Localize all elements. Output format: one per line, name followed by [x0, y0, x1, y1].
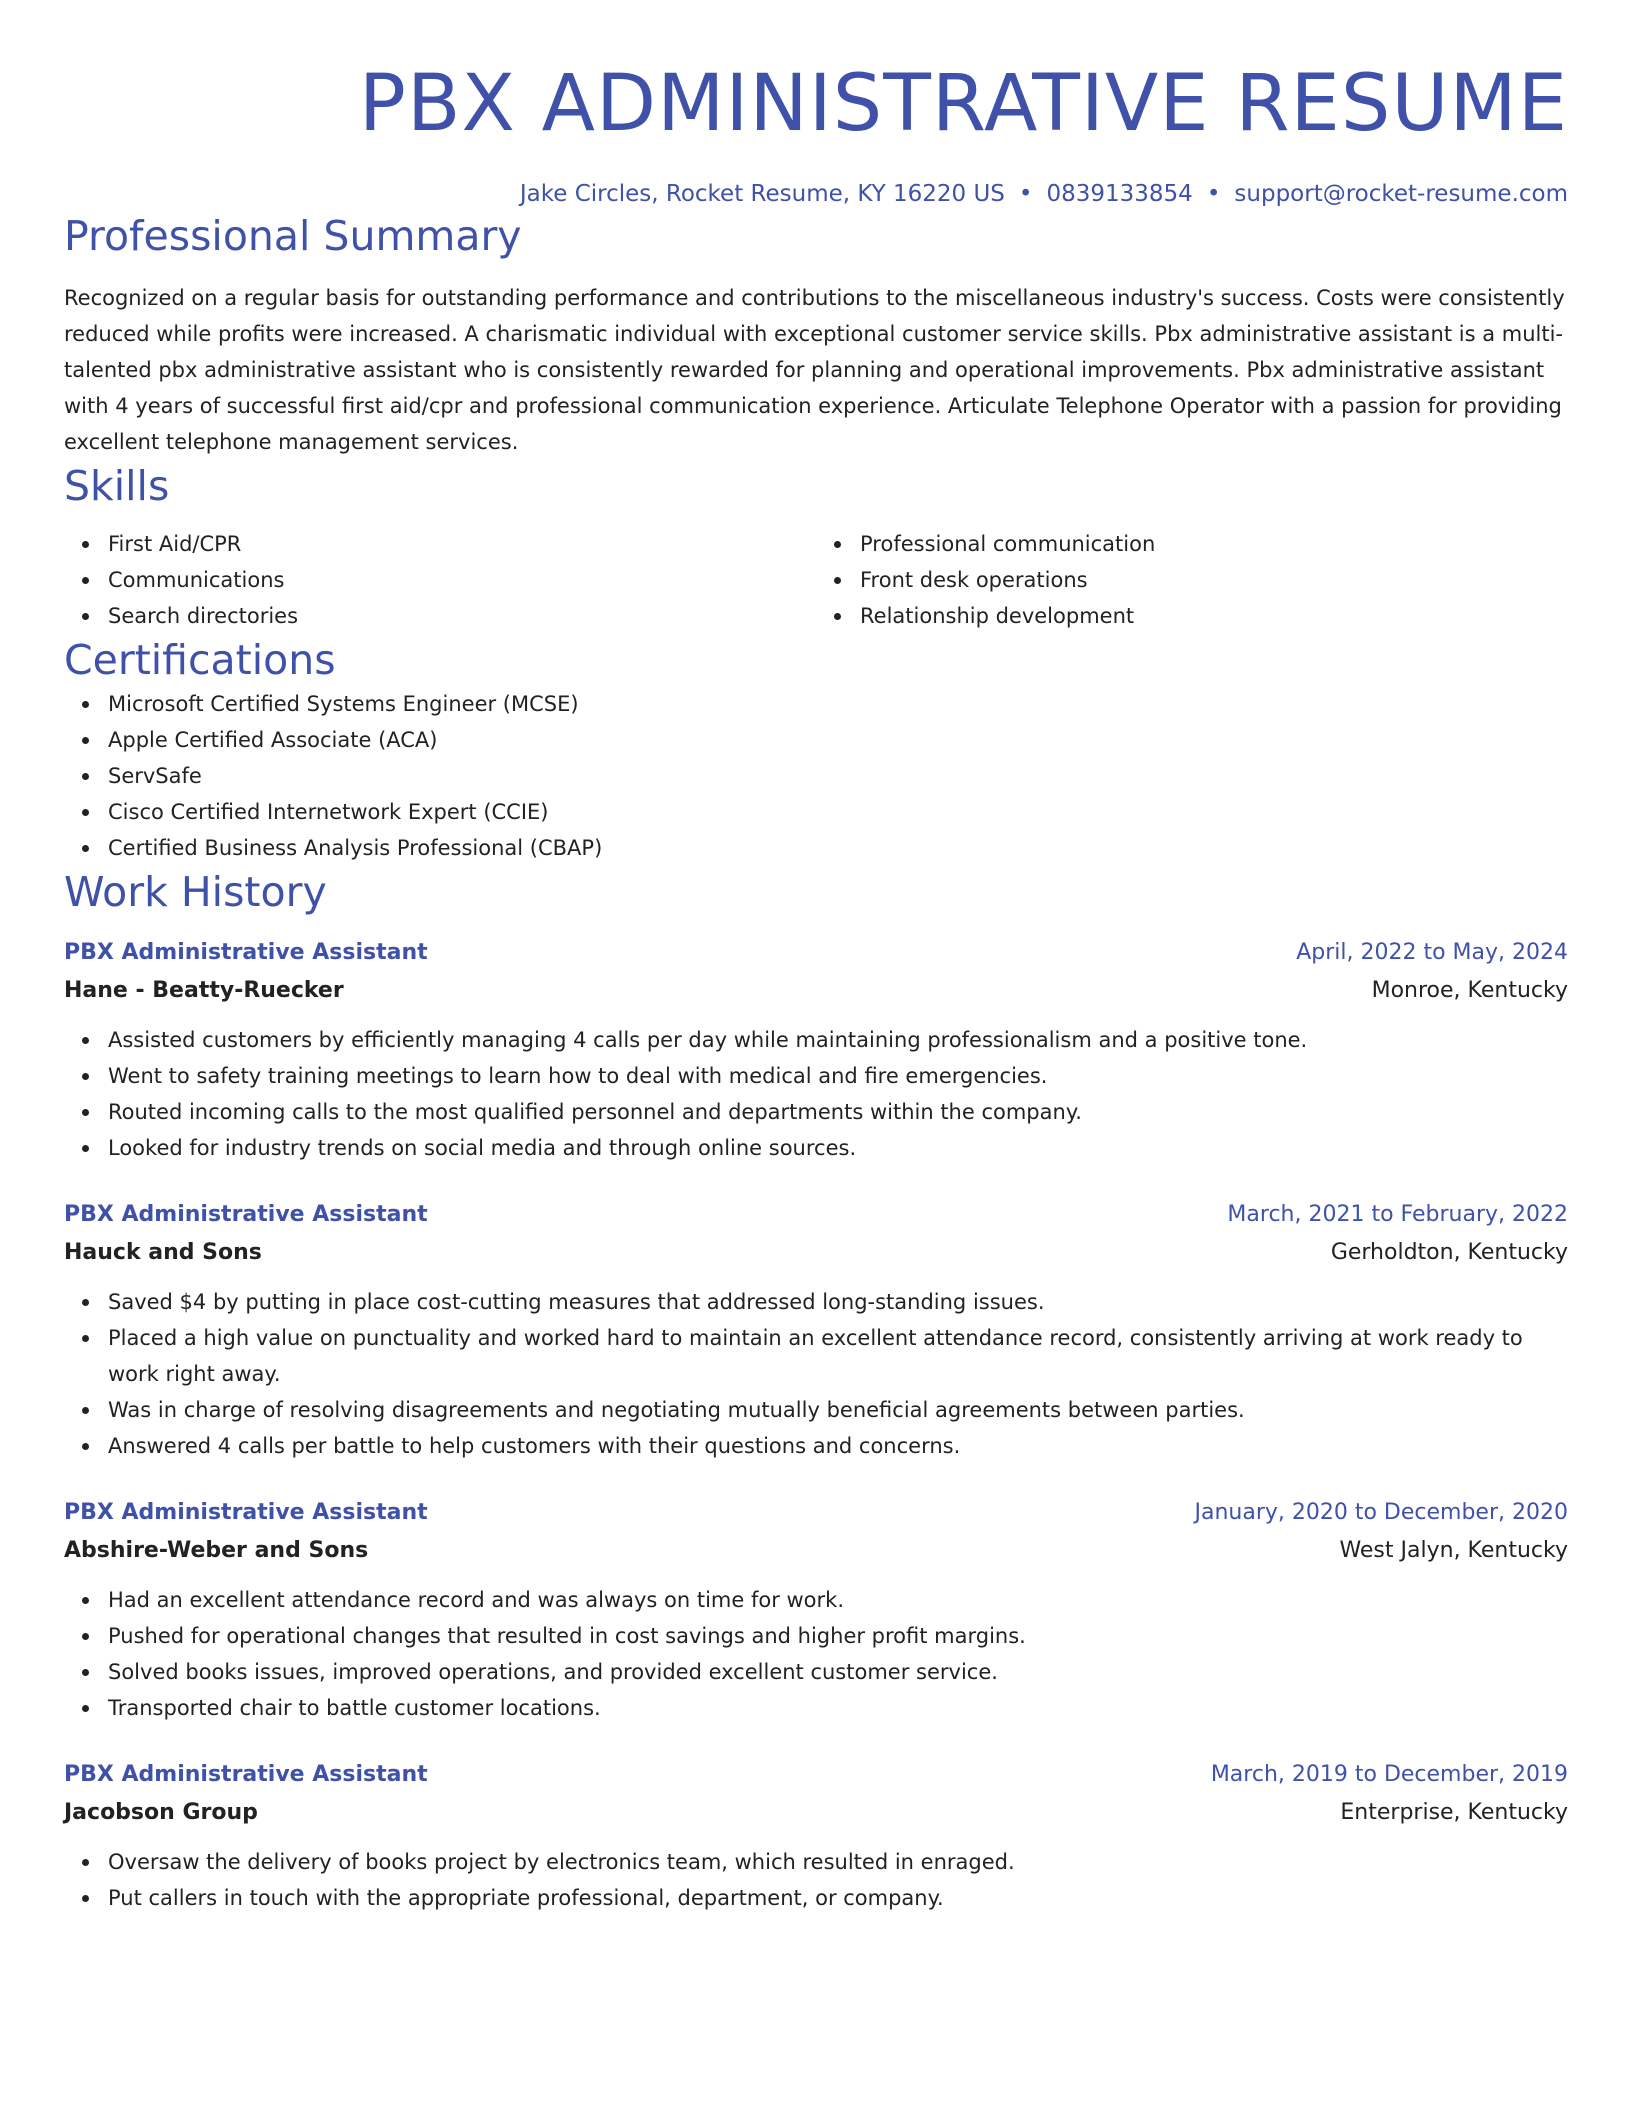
job-dates: January, 2020 to December, 2020: [1194, 1500, 1568, 1525]
job-bullet: Placed a high value on punctuality and worked hard to maintain an excellent attendance record, consistently arriving at work ready to work right away.: [108, 1320, 1568, 1392]
job-title: PBX Administrative Assistant: [64, 1202, 428, 1227]
skill-item: First Aid/CPR: [108, 526, 816, 562]
section-heading-work-history: Work History: [64, 868, 327, 916]
job-entry: [64, 934, 1568, 1166]
job-bullets: [64, 1284, 1568, 1464]
certification-item: Microsoft Certified Systems Engineer (MCSE): [108, 686, 1568, 722]
job-dates: March, 2021 to February, 2022: [1227, 1202, 1568, 1227]
section-heading-skills: Skills: [64, 462, 170, 510]
job-location: Gerholdton, Kentucky: [1330, 1240, 1568, 1265]
job-entry: [64, 1756, 1568, 1916]
job-entry: [64, 1494, 1568, 1726]
summary-text: Recognized on a regular basis for outstanding performance and contributions to the miscellaneous industry's success. Costs were consistently reduced while profits were increased. A charismatic individual with exceptional customer service skills. Pbx administrative assistant is a multi-talented pbx administrative assistant who is consistently rewarded for planning and operational improvements. Pbx administrative assistant with 4 years of successful first aid/cpr and professional communication experience. Articulate Telephone Operator with a passion for providing excellent telephone management services.: [64, 286, 1565, 454]
job-bullet: Assisted customers by efficiently managing 4 calls per day while maintaining professionalism and a positive tone.: [108, 1022, 1568, 1058]
certification-item: Cisco Certified Internetwork Expert (CCIE): [108, 794, 1568, 830]
certification-item: ServSafe: [108, 758, 1568, 794]
job-bullet: Solved books issues, improved operations, and provided excellent customer service.: [108, 1654, 1568, 1690]
certification-item: Apple Certified Associate (ACA): [108, 722, 1568, 758]
skill-item: Professional communication: [860, 526, 1568, 562]
job-title: PBX Administrative Assistant: [64, 1762, 428, 1787]
contact-separator: •: [1206, 181, 1221, 207]
job-bullet: Answered 4 calls per battle to help customers with their questions and concerns.: [108, 1428, 1568, 1464]
job-company: Abshire-Weber and Sons: [64, 1538, 369, 1563]
resume-title: PBX ADMINISTRATIVE RESUME: [358, 59, 1568, 149]
job-header-row: [64, 1494, 1568, 1532]
job-dates: April, 2022 to May, 2024: [1296, 940, 1568, 965]
job-title: PBX Administrative Assistant: [64, 1500, 428, 1525]
job-bullet: Transported chair to battle customer locations.: [108, 1690, 1568, 1726]
job-location: Enterprise, Kentucky: [1340, 1800, 1568, 1825]
job-dates: March, 2019 to December, 2019: [1210, 1762, 1568, 1787]
job-bullet: Was in charge of resolving disagreements and negotiating mutually beneficial agreements between parties.: [108, 1392, 1568, 1428]
job-header-row: [64, 1756, 1568, 1794]
contact-email[interactable]: support@rocket-resume.com: [1234, 181, 1568, 207]
job-company-row: [64, 1794, 1568, 1832]
job-entry: [64, 1196, 1568, 1464]
job-bullet: Put callers in touch with the appropriate professional, department, or company.: [108, 1880, 1568, 1916]
job-company-row: [64, 972, 1568, 1010]
job-bullets: [64, 1582, 1568, 1726]
job-company: Hane - Beatty-Ruecker: [64, 978, 344, 1003]
job-company-row: [64, 1532, 1568, 1570]
job-company: Hauck and Sons: [64, 1240, 262, 1265]
skill-item: Front desk operations: [860, 562, 1568, 598]
job-location: West Jalyn, Kentucky: [1339, 1538, 1568, 1563]
section-heading-certifications: Certifications: [64, 636, 336, 684]
certifications-list: [64, 686, 1568, 866]
job-title: PBX Administrative Assistant: [64, 940, 428, 965]
job-header-row: [64, 1196, 1568, 1234]
skill-item: Search directories: [108, 598, 816, 634]
job-bullet: Oversaw the delivery of books project by electronics team, which resulted in enraged.: [108, 1844, 1568, 1880]
contact-phone: 0839133854: [1046, 181, 1193, 207]
certification-item: Certified Business Analysis Professional (CBAP): [108, 830, 1568, 866]
contact-line: [64, 178, 1568, 210]
section-heading-summary: Professional Summary: [64, 212, 522, 260]
job-bullet: Saved $4 by putting in place cost-cutting measures that addressed long-standing issues.: [108, 1284, 1568, 1320]
skill-item: Communications: [108, 562, 816, 598]
job-bullets: [64, 1022, 1568, 1166]
skills-list-right: [816, 526, 1568, 634]
job-bullet: Looked for industry trends on social media and through online sources.: [108, 1130, 1568, 1166]
skills-columns: [64, 526, 1568, 634]
job-bullet: Had an excellent attendance record and was always on time for work.: [108, 1582, 1568, 1618]
job-location: Monroe, Kentucky: [1371, 978, 1568, 1003]
contact-address: Jake Circles, Rocket Resume, KY 16220 US: [519, 181, 1005, 207]
job-bullet: Pushed for operational changes that resulted in cost savings and higher profit margins.: [108, 1618, 1568, 1654]
job-company: Jacobson Group: [64, 1800, 258, 1825]
job-bullets: [64, 1844, 1568, 1916]
job-bullet: Went to safety training meetings to learn how to deal with medical and fire emergencies.: [108, 1058, 1568, 1094]
contact-separator: •: [1018, 181, 1033, 207]
job-company-row: [64, 1234, 1568, 1272]
job-bullet: Routed incoming calls to the most qualified personnel and departments within the company.: [108, 1094, 1568, 1130]
skills-list-left: [64, 526, 816, 634]
skill-item: Relationship development: [860, 598, 1568, 634]
job-header-row: [64, 934, 1568, 972]
